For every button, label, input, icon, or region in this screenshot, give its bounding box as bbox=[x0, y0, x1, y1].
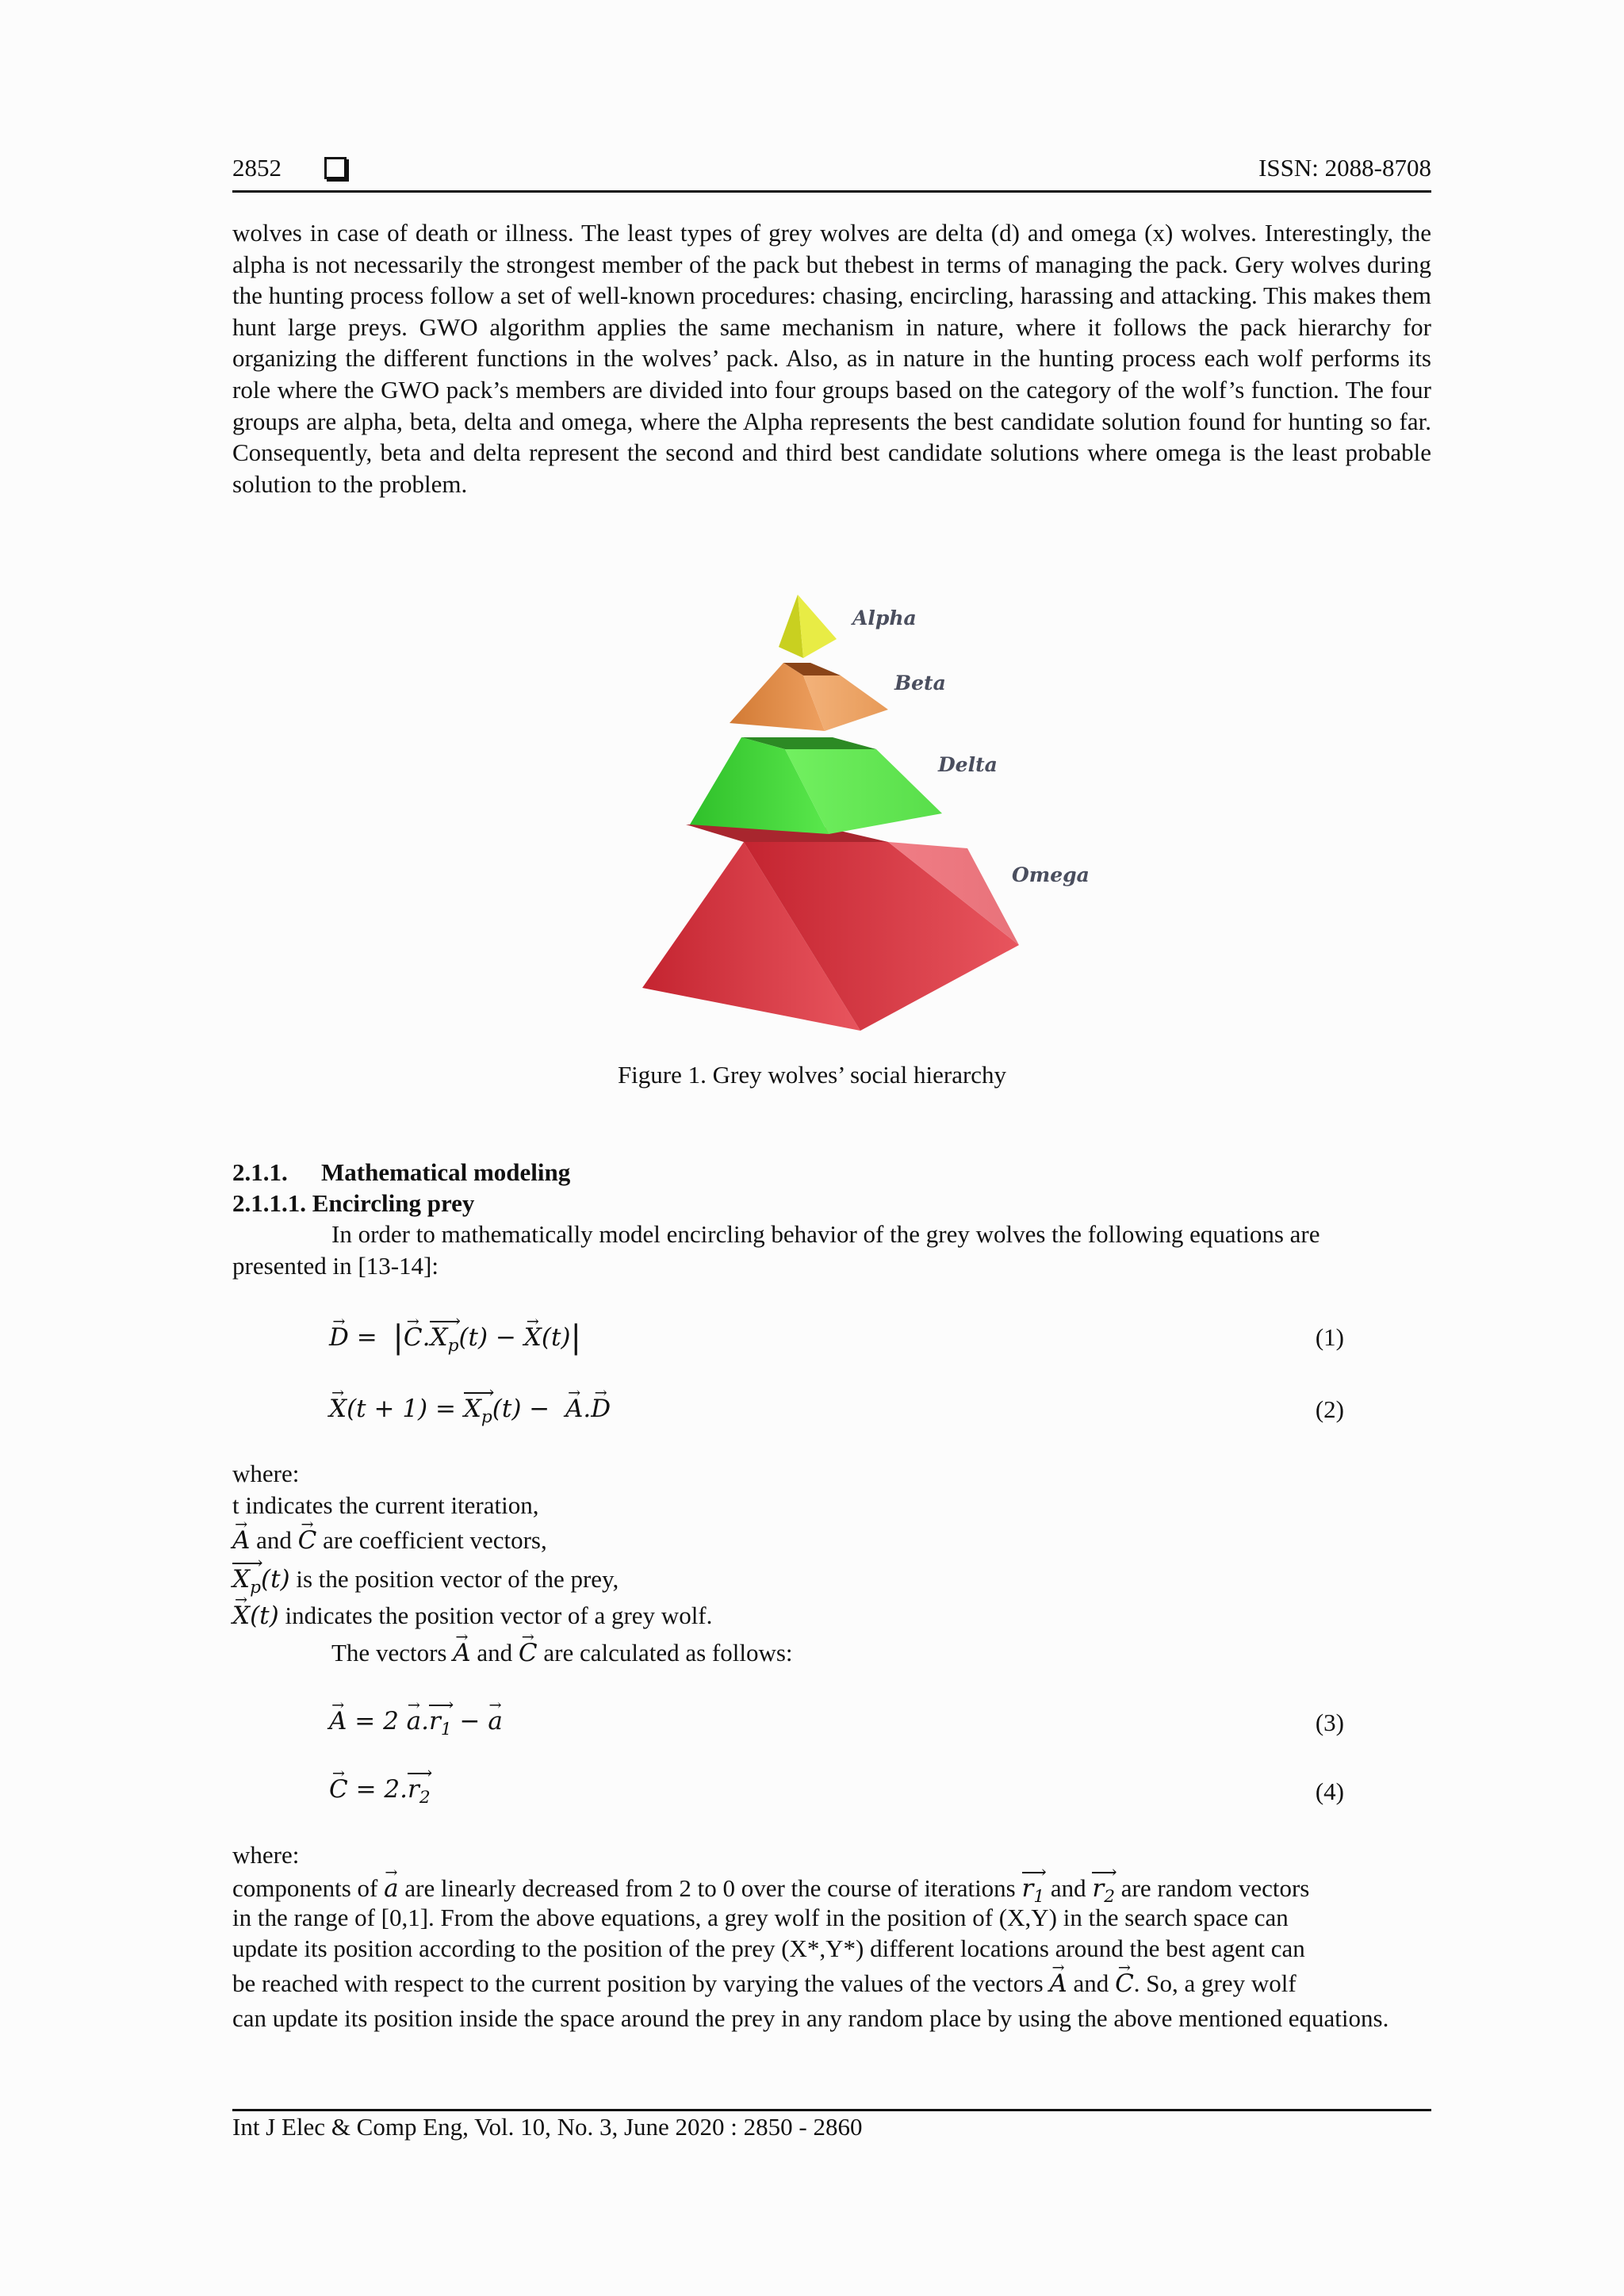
definition-a-c: → A and → C are coefficient vectors, bbox=[232, 1526, 547, 1555]
para3-l4c: . So, a grey wolf bbox=[1133, 1969, 1297, 1997]
alpha-tier bbox=[779, 595, 837, 658]
para3-line-5: can update its position inside the space around the prey in any random place by using the above mentioned equations. bbox=[232, 2004, 1389, 2032]
equation-2-number: (2) bbox=[1315, 1395, 1344, 1423]
alpha-right-face bbox=[798, 595, 837, 658]
comp-b: are linearly decreased from 2 to 0 over the course of iterations bbox=[404, 1874, 1016, 1902]
footer-rule bbox=[232, 2109, 1431, 2111]
definition-t: t indicates the current iteration, bbox=[232, 1491, 539, 1519]
para3-line-2: in the range of [0,1]. From the above equations, a grey wolf in the position of (X,Y) in the search space can bbox=[232, 1904, 1289, 1931]
comp-c: are random vectors bbox=[1120, 1874, 1310, 1902]
equation-3: → $A = 2 \to a.r_1$ › − → a bbox=[329, 1705, 503, 1739]
vectors-pre: The vectors bbox=[331, 1639, 447, 1667]
pyramid-diagram bbox=[571, 587, 1094, 1039]
def-ac-and: and bbox=[256, 1526, 292, 1554]
hierarchy-figure bbox=[571, 587, 1094, 1039]
omega-tier bbox=[642, 825, 1019, 1031]
subsection-heading: 2.1.1.1. Encircling prey bbox=[232, 1189, 475, 1217]
section-number: 2.1.1. bbox=[232, 1158, 288, 1186]
intro-line-2: presented in [13-14]: bbox=[232, 1252, 439, 1280]
equation-4-number: (4) bbox=[1315, 1777, 1344, 1805]
page-number: 2852 bbox=[232, 154, 282, 182]
equation-3-number: (3) bbox=[1315, 1709, 1344, 1736]
para3-line-1: components of → a are linearly decreased from 2 to 0 over the course of iterations $r_1$ › and $r_2$ › are random vectors bbox=[232, 1872, 1431, 1907]
body-paragraph-1: wolves in case of death or illness. The least types of grey wolves are delta (d) and omega (x) wolves. Interestingly, the alpha is not necessarily the strongest member of the pack but thebest in terms of managing the pack. Gery wolves during the hunting process follow a set of well-known procedures: chasing, encircling, harassing and attacking. This makes them hunt large preys. GWO algorithm applies the same mechanism in nature, where it follows the pack hierarchy for organizing the different functions in the wolves’ pack. Also, as in nature in the hunting process each wolf performs its role where the GWO pack’s members are divided into four groups based on the category of the wolf’s function. The four groups are alpha, beta, delta and omega, where the Alpha represents the best candidate solution found for hunting so far. Consequently, beta and delta represent the second and third best candidate solutions where omega is the least probable solution to the problem. bbox=[232, 219, 1431, 498]
vectors-and: and bbox=[477, 1639, 513, 1667]
label-delta: Delta bbox=[938, 753, 998, 776]
section-heading bbox=[232, 1158, 570, 1187]
equation-1: → D = |→ $C.X_p$ ›(t) − → X(t)| bbox=[329, 1319, 581, 1356]
para3-l4b: and bbox=[1073, 1969, 1109, 1997]
def-xp-rest: is the position vector of the prey, bbox=[296, 1565, 619, 1593]
section-title: Mathematical modeling bbox=[321, 1158, 571, 1186]
equation-4: → $C = 2.r_2$ › bbox=[329, 1773, 431, 1808]
label-beta: Beta bbox=[894, 672, 946, 695]
definition-x: → X(t) indicates the position vector of a grey wolf. bbox=[232, 1601, 712, 1630]
label-alpha: Alpha bbox=[852, 607, 917, 629]
footer-citation: Int J Elec & Comp Eng, Vol. 10, No. 3, June 2020 : 2850 - 2860 bbox=[232, 2113, 863, 2141]
vectors-intro: The vectors → A and → C are calculated as follows: bbox=[331, 1639, 793, 1667]
def-x-rest: indicates the position vector of a grey wolf. bbox=[285, 1601, 713, 1629]
label-omega: Omega bbox=[1012, 863, 1090, 886]
para3-line-3: update its position according to the position of the prey (X*,Y*) different locations around the best agent can bbox=[232, 1934, 1305, 1962]
comp-and: and bbox=[1050, 1874, 1086, 1902]
equation-2: → $X(t + 1) = X_p$ ›(t) − → A.→ D bbox=[329, 1392, 611, 1427]
para3-l4a: be reached with respect to the current position by varying the values of the vectors bbox=[232, 1969, 1044, 1997]
running-header bbox=[232, 154, 1431, 193]
figure-caption: Figure 1. Grey wolves’ social hierarchy bbox=[617, 1061, 1007, 1089]
issn: ISSN: 2088-8708 bbox=[1258, 154, 1431, 182]
equation-1-number: (1) bbox=[1315, 1323, 1344, 1351]
vectors-post: are calculated as follows: bbox=[543, 1639, 793, 1667]
checkbox-square-icon bbox=[324, 157, 347, 179]
comp-a: components of bbox=[232, 1874, 378, 1902]
delta-tier bbox=[690, 737, 942, 834]
where-label-1: where: bbox=[232, 1460, 300, 1487]
header-rule bbox=[232, 190, 1431, 193]
definition-xp: $X_p$ ›(t) is the position vector of the prey, bbox=[232, 1563, 619, 1598]
where-label-2: where: bbox=[232, 1841, 300, 1869]
intro-line-1: In order to mathematically model encircling behavior of the grey wolves the following equations are bbox=[331, 1220, 1320, 1248]
beta-tier bbox=[730, 663, 888, 731]
para3-line-4: be reached with respect to the current position by varying the values of the vectors → A and → C. So, a grey wolf bbox=[232, 1969, 1297, 1998]
def-ac-rest: are coefficient vectors, bbox=[323, 1526, 547, 1554]
